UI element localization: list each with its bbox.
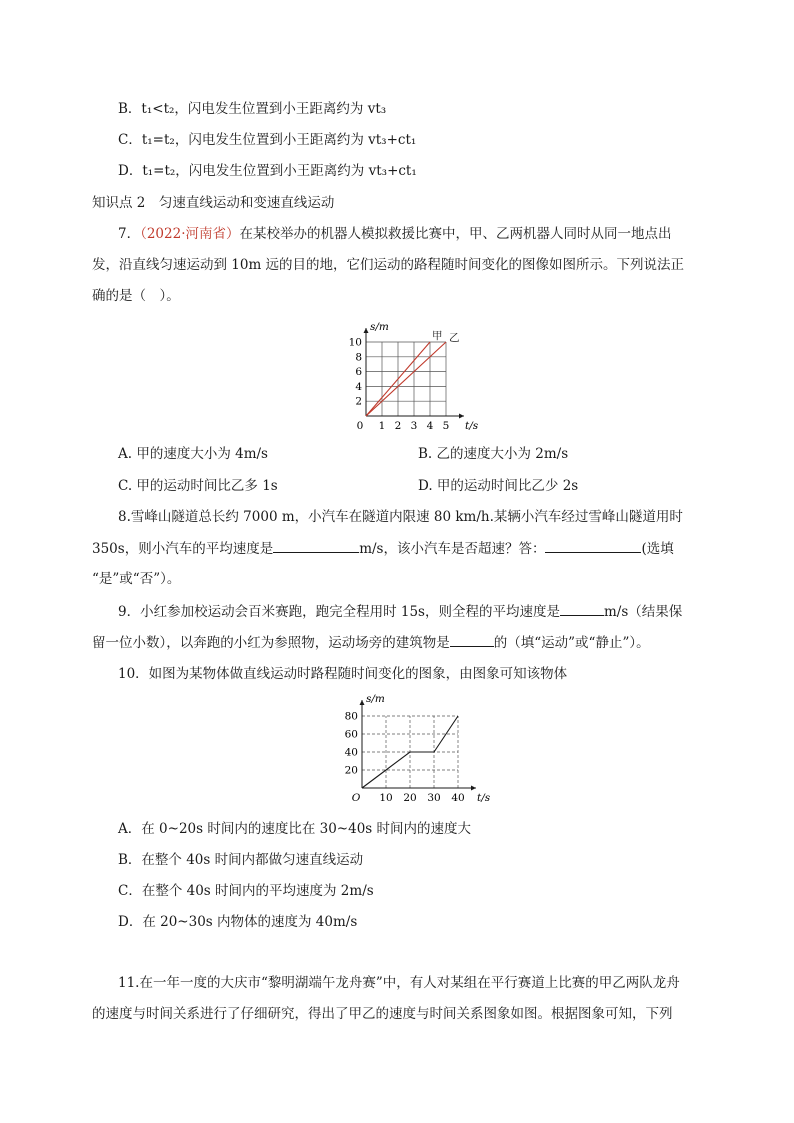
q8-blank-overspeed[interactable] xyxy=(545,539,641,553)
y-axis-label: s/m xyxy=(370,321,389,333)
q8-line2-c: (选填 xyxy=(641,541,674,557)
q7-line2: 发，沿直线匀速运动到 10m 远的目的地，它们运动的路程随时间变化的图像如图所示。下列说法正 xyxy=(92,257,685,273)
y-tick-label-0: 2 xyxy=(355,395,362,408)
x-tick-label-0: 10 xyxy=(379,792,393,804)
y-axis-label: s/m xyxy=(366,694,385,705)
x-tick-label-1: 20 xyxy=(403,792,417,804)
q7-source: （2022·河南省） xyxy=(140,226,240,242)
q9-line1-a: 9．小红参加校运动会百米赛跑，跑完全程用时 15s，则全程的平均速度是 xyxy=(118,604,560,620)
q7-st-chart xyxy=(340,316,480,434)
q9-blank-motion[interactable] xyxy=(450,633,494,647)
x-axis-arrow xyxy=(459,414,464,419)
x-tick-label-2: 30 xyxy=(427,792,441,804)
q6-option-c: C．t₁=t₂，闪电发生位置到小王距离约为 vt₃+ct₁ xyxy=(118,132,417,148)
q7-number: 7． xyxy=(118,226,141,242)
x-axis-label: t/s xyxy=(465,420,479,432)
section-heading: 知识点 2 匀速直线运动和变速直线运动 xyxy=(92,195,335,211)
q7-option-d: D. 甲的运动时间比乙少 2s xyxy=(418,478,579,494)
q9-line2 xyxy=(92,633,650,652)
x-tick-label-0: 1 xyxy=(378,420,386,432)
x-axis-label: t/s xyxy=(477,792,490,804)
y-axis-arrow xyxy=(360,700,365,705)
y-axis-arrow xyxy=(364,328,369,333)
y-tick-label-4: 10 xyxy=(348,336,362,349)
q8-line2 xyxy=(92,539,674,558)
q9-blank-speed[interactable] xyxy=(560,602,604,616)
q8-blank-speed[interactable] xyxy=(273,539,359,553)
y-tick-label-2: 60 xyxy=(344,728,358,741)
q6-option-d: D．t₁=t₂，闪电发生位置到小王距离约为 vt₃+ct₁ xyxy=(118,163,417,179)
x-tick-label-3: 4 xyxy=(426,420,434,432)
origin-label: 0 xyxy=(356,420,364,432)
y-tick-label-3: 8 xyxy=(355,351,362,364)
q9-line1 xyxy=(118,602,682,621)
x-tick-label-4: 5 xyxy=(442,420,450,432)
q9-line2-a: 留一位小数），以奔跑的小红为参照物，运动场旁的建筑物是 xyxy=(92,635,450,651)
y-tick-label-1: 40 xyxy=(344,746,358,759)
q7-line1 xyxy=(118,225,672,243)
q10-option-d: D．在 20~30s 内物体的速度为 40m/s xyxy=(118,914,358,930)
q10-option-b: B．在整个 40s 时间内都做匀速直线运动 xyxy=(118,852,364,868)
x-tick-label-1: 2 xyxy=(394,420,402,432)
q10-stem: 10．如图为某物体做直线运动时路程随时间变化的图象，由图象可知该物体 xyxy=(118,666,568,682)
series-line-1 xyxy=(366,342,446,416)
legend-label-jia: 甲 xyxy=(432,330,443,342)
q10-st-chart xyxy=(330,694,490,806)
q9-line1-b: m/s（结果保 xyxy=(604,604,683,620)
y-tick-label-2: 6 xyxy=(355,366,362,379)
q8-line2-a: 350s，则小汽车的平均速度是 xyxy=(92,541,274,557)
q7-line3: 确的是（ ）。 xyxy=(92,288,180,304)
q7-option-c: C. 甲的运动时间比乙多 1s xyxy=(118,478,278,494)
q8-line2-b: m/s，该小汽车是否超速？答： xyxy=(359,541,546,557)
q8-line3: “是”或“否”）。 xyxy=(92,571,181,587)
q11-line2: 的速度与时间关系进行了仔细研究，得出了甲乙的速度与时间关系图象如图。根据图象可知，下列 xyxy=(92,1006,673,1022)
origin-label: O xyxy=(351,792,361,804)
q6-option-b: B．t₁<t₂，闪电发生位置到小王距离约为 vt₃ xyxy=(118,101,387,117)
q11-line1: 11.在一年一度的大庆市“黎明湖端午龙舟赛”中，有人对某组在平行赛道上比赛的甲乙两队龙舟 xyxy=(118,975,680,991)
q7-line1-text: 在某校举办的机器人模拟救援比赛中，甲、乙两机器人同时从同一地点出 xyxy=(239,226,672,242)
legend-label-yi: 乙 xyxy=(449,332,460,344)
q10-option-c: C．在整个 40s 时间内的平均速度为 2m/s xyxy=(118,883,374,899)
y-tick-label-3: 80 xyxy=(344,710,358,723)
q8-line1: 8.雪峰山隧道总长约 7000 m，小汽车在隧道内限速 80 km/h.某辆小汽车经过雪峰山隧道用时 xyxy=(118,509,683,525)
q7-option-b: B. 乙的速度大小为 2m/s xyxy=(418,446,569,462)
x-tick-label-2: 3 xyxy=(410,420,418,432)
y-tick-label-0: 20 xyxy=(344,764,358,777)
x-axis-arrow xyxy=(471,786,476,791)
x-tick-label-3: 40 xyxy=(451,792,465,804)
q9-line2-b: 的（填“运动”或“静止”）。 xyxy=(493,635,650,651)
q10-option-a: A．在 0~20s 时间内的速度比在 30~40s 时间内的速度大 xyxy=(118,821,472,837)
q7-option-a: A. 甲的速度大小为 4m/s xyxy=(118,446,268,462)
y-tick-label-1: 4 xyxy=(355,380,362,393)
